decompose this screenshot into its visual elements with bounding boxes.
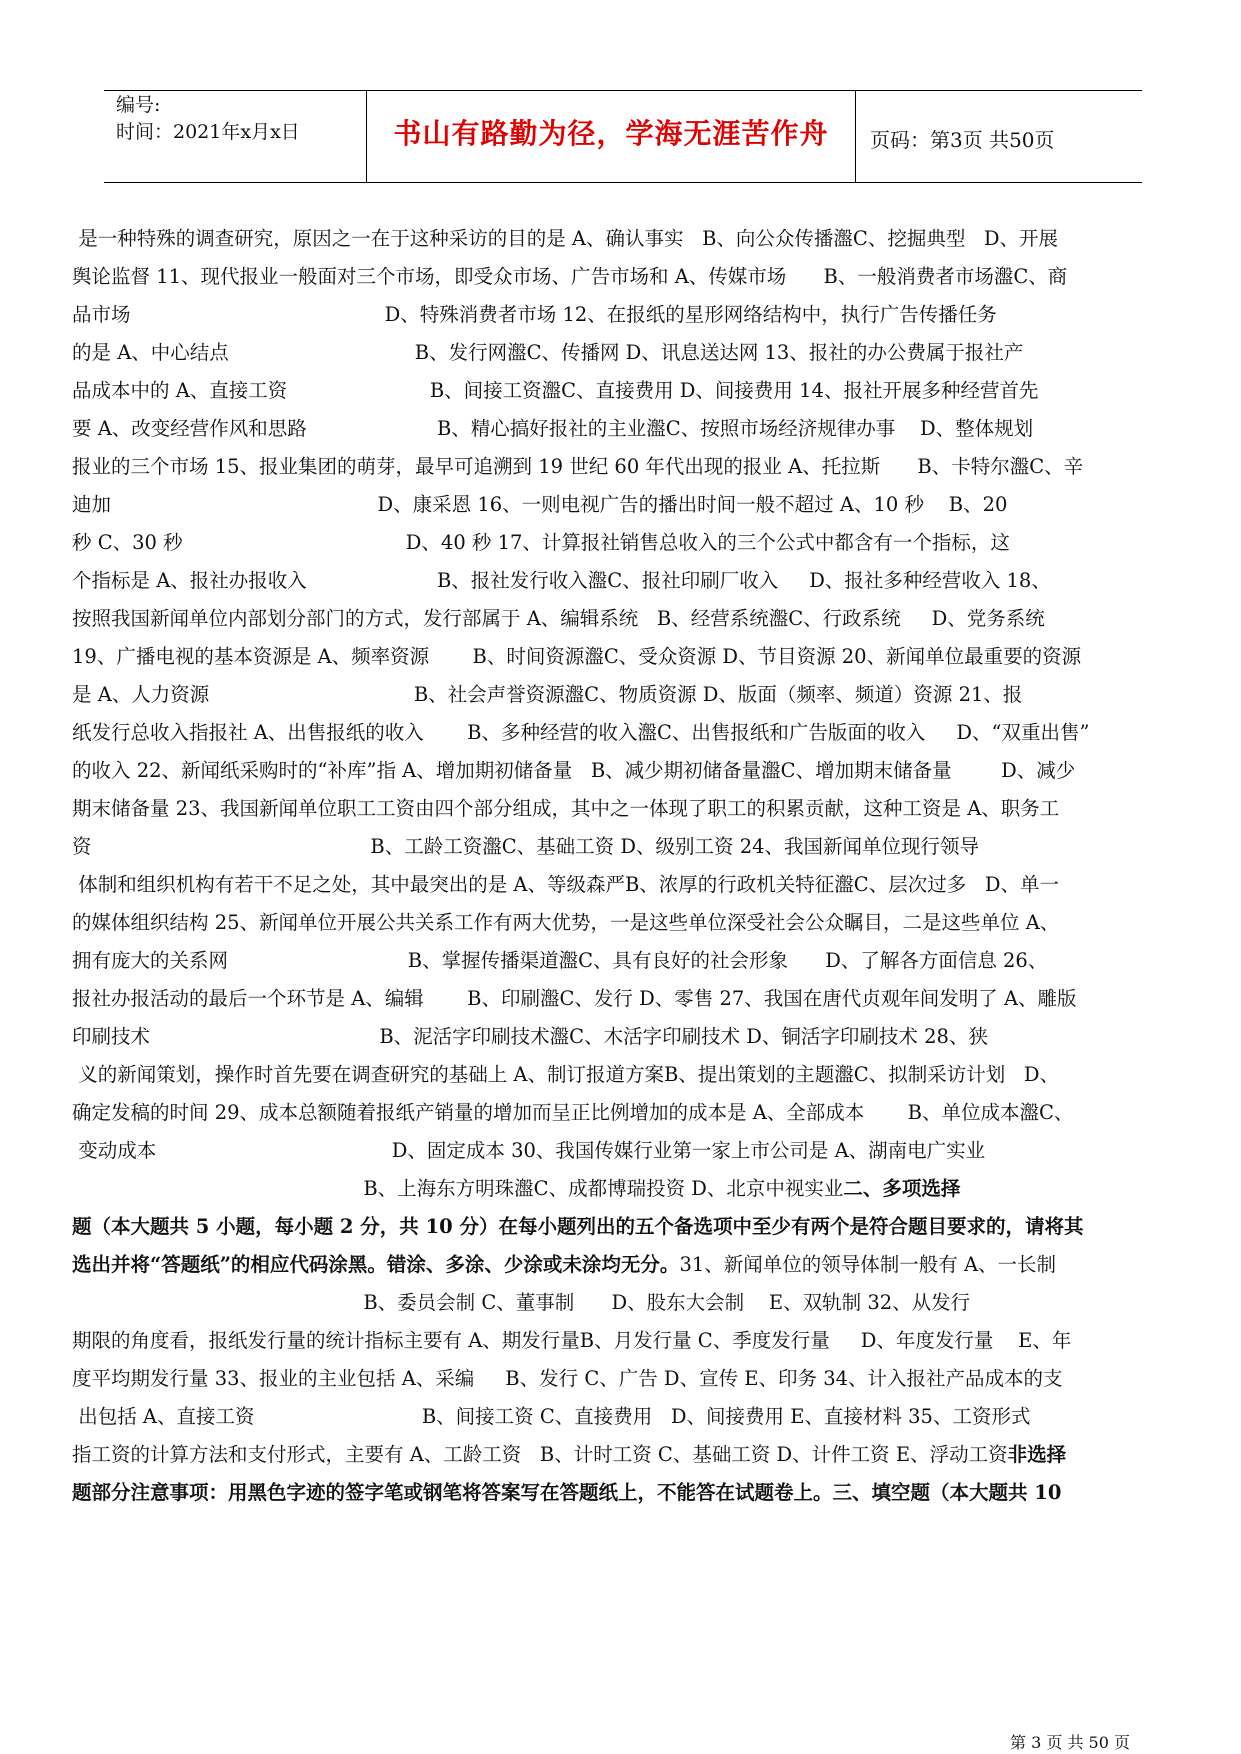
body-line-section-break [72, 1436, 1066, 1474]
body-line-text: B、上海东方明珠瀊C、成都博瑞投资 D、北京中视实业 [72, 1177, 844, 1200]
body-line: 纸发行总收入指报社 A、出售报纸的收入 B、多种经营的收入瀊C、出售报纸和广告版面的收入 D、“双重出售” [72, 721, 1090, 744]
body-line: 是 A、人力资源 B、社会声誉资源瀊C、物质资源 D、版面（频率、频道）资源 21、报 [72, 683, 1023, 706]
body-line: 资 B、工龄工资瀊C、基础工资 D、级别工资 24、我国新闻单位现行领导 [72, 835, 980, 858]
body-line: 迪加 D、康采恩 16、一则电视广告的播出时间一般不超过 A、10 秒 B、20 [72, 493, 1008, 516]
body-line: 的是 A、中心结点 B、发行网瀊C、传播网 D、讯息送达网 13、报社的办公费属于报社产 [72, 341, 1024, 364]
body-line: 品市场 D、特殊消费者市场 12、在报纸的星形网络结构中，执行广告传播任务 [72, 303, 997, 326]
body-line: 变动成本 D、固定成本 30、我国传媒行业第一家上市公司是 A、湖南电广实业 [72, 1139, 986, 1162]
body-line: 的收入 22、新闻纸采购时的“补库”指 A、增加期初储备量 B、减少期初储备量瀊C、增加期末储备量 D、减少 [72, 759, 1076, 782]
body-line: 是一种特殊的调查研究，原因之一在于这种采访的目的是 A、确认事实 B、向公众传播瀊C、挖掘典型 D、开展 [72, 227, 1059, 250]
body-line: 的媒体组织结构 25、新闻单位开展公共关系工作有两大优势，一是这些单位深受社会公众瞩目，二是这些单位 A、 [72, 911, 1060, 934]
body-line-mixed [72, 1246, 1056, 1284]
body-line: 报社办报活动的最后一个环节是 A、编辑 B、印刷瀊C、发行 D、零售 27、我国在唐代贞观年间发明了 A、雕版 [72, 987, 1077, 1010]
body-line: 体制和组织机构有若干不足之处，其中最突出的是 A、等级森严B、浓厚的行政机关特征瀊C、层次过多 D、单一 [72, 873, 1059, 896]
section-instructions: 题（本大题共 5 小题，每小题 2 分，共 10 分）在每小题列出的五个备选项中至少有两个是符合题目要求的，请将其 [72, 1215, 1084, 1238]
body-line: 度平均期发行量 33、报业的主业包括 A、采编 B、发行 C、广告 D、宣传 E、印务 34、计入报社产品成本的支 [72, 1367, 1063, 1390]
body-line: 义的新闻策划，操作时首先要在调查研究的基础上 A、制订报道方案B、提出策划的主题瀊C、拟制采访计划 D、 [72, 1063, 1059, 1086]
body-line-text: 31、新闻单位的领导体制一般有 A、一长制 [679, 1253, 1057, 1276]
header-motto: 书山有路勤为径，学海无涯苦作舟 [393, 117, 829, 150]
header-time-label: 时间：2021年x月x日 [116, 121, 300, 143]
body-line: 期末储备量 23、我国新闻单位职工工资由四个部分组成，其中之一体现了职工的积累贡献，这种工资是 A、职务工 [72, 797, 1060, 820]
body-line: 出包括 A、直接工资 B、间接工资 C、直接费用 D、间接费用 E、直接材料 35、工资形式 [72, 1405, 1031, 1428]
header-page-label: 页码：第3页 共50页 [870, 128, 1055, 152]
page-footer: 第 3 页 共 50 页 [1010, 1733, 1130, 1752]
header-bottom-rule [104, 182, 1142, 183]
section-notice: 题部分注意事项：用黑色字迹的签字笔或钢笔将答案写在答题纸上，不能答在试题卷上。三、填空题（本大题共 10 [72, 1481, 1062, 1504]
section-heading-non-choice: 非选择 [1007, 1443, 1067, 1466]
body-line: 个指标是 A、报社办报收入 B、报社发行收入瀊C、报社印刷厂收入 D、报社多种经营收入 18、 [72, 569, 1051, 592]
body-line: B、委员会制 C、董事制 D、股东大会制 E、双轨制 32、从发行 [72, 1291, 971, 1314]
header-divider-right [855, 90, 856, 183]
body-line: 19、广播电视的基本资源是 A、频率资源 B、时间资源瀊C、受众资源 D、节目资源 20、新闻单位最重要的资源 [72, 645, 1082, 668]
section-instructions: 选出并将“答题纸”的相应代码涂黑。错涂、多涂、少涂或未涂均无分。 [72, 1253, 680, 1276]
body-line: 期限的角度看，报纸发行量的统计指标主要有 A、期发行量B、月发行量 C、季度发行量 D、年度发行量 E、年 [72, 1329, 1072, 1352]
body-line: 舆论监督 11、现代报业一般面对三个市场，即受众市场、广告市场和 A、传媒市场 B、一般消费者市场瀊C、商 [72, 265, 1068, 288]
body-line: 按照我国新闻单位内部划分部门的方式，发行部属于 A、编辑系统 B、经营系统瀊C、行政系统 D、党务系统 [72, 607, 1045, 630]
body-line: 要 A、改变经营作风和思路 B、精心搞好报社的主业瀊C、按照市场经济规律办事 D、整体规划 [72, 417, 1034, 440]
header-number-label: 编号: [116, 94, 161, 116]
section-heading-multiple-choice: 二、多项选择 [843, 1177, 961, 1200]
header-top-rule [104, 90, 1142, 91]
body-line-section-break [72, 1170, 960, 1208]
body-line: 确定发稿的时间 29、成本总额随着报纸产销量的增加而呈正比例增加的成本是 A、全部成本 B、单位成本瀊C、 [72, 1101, 1074, 1124]
body-line: 秒 C、30 秒 D、40 秒 17、计算报社销售总收入的三个公式中都含有一个指标，这 [72, 531, 1010, 554]
body-line: 印刷技术 B、泥活字印刷技术瀊C、木活字印刷技术 D、铜活字印刷技术 28、狭 [72, 1025, 988, 1048]
body-line: 品成本中的 A、直接工资 B、间接工资瀊C、直接费用 D、间接费用 14、报社开展多种经营首先 [72, 379, 1039, 402]
body-line-text: 指工资的计算方法和支付形式，主要有 A、工龄工资 B、计时工资 C、基础工资 D、计件工资 E、浮动工资 [72, 1443, 1008, 1466]
body-line: 报业的三个市场 15、报业集团的萌芽，最早可追溯到 19 世纪 60 年代出现的报业 A、托拉斯 B、卡特尔瀊C、辛 [72, 455, 1084, 478]
body-line: 拥有庞大的关系网 B、掌握传播渠道瀊C、具有良好的社会形象 D、了解各方面信息 26、 [72, 949, 1048, 972]
